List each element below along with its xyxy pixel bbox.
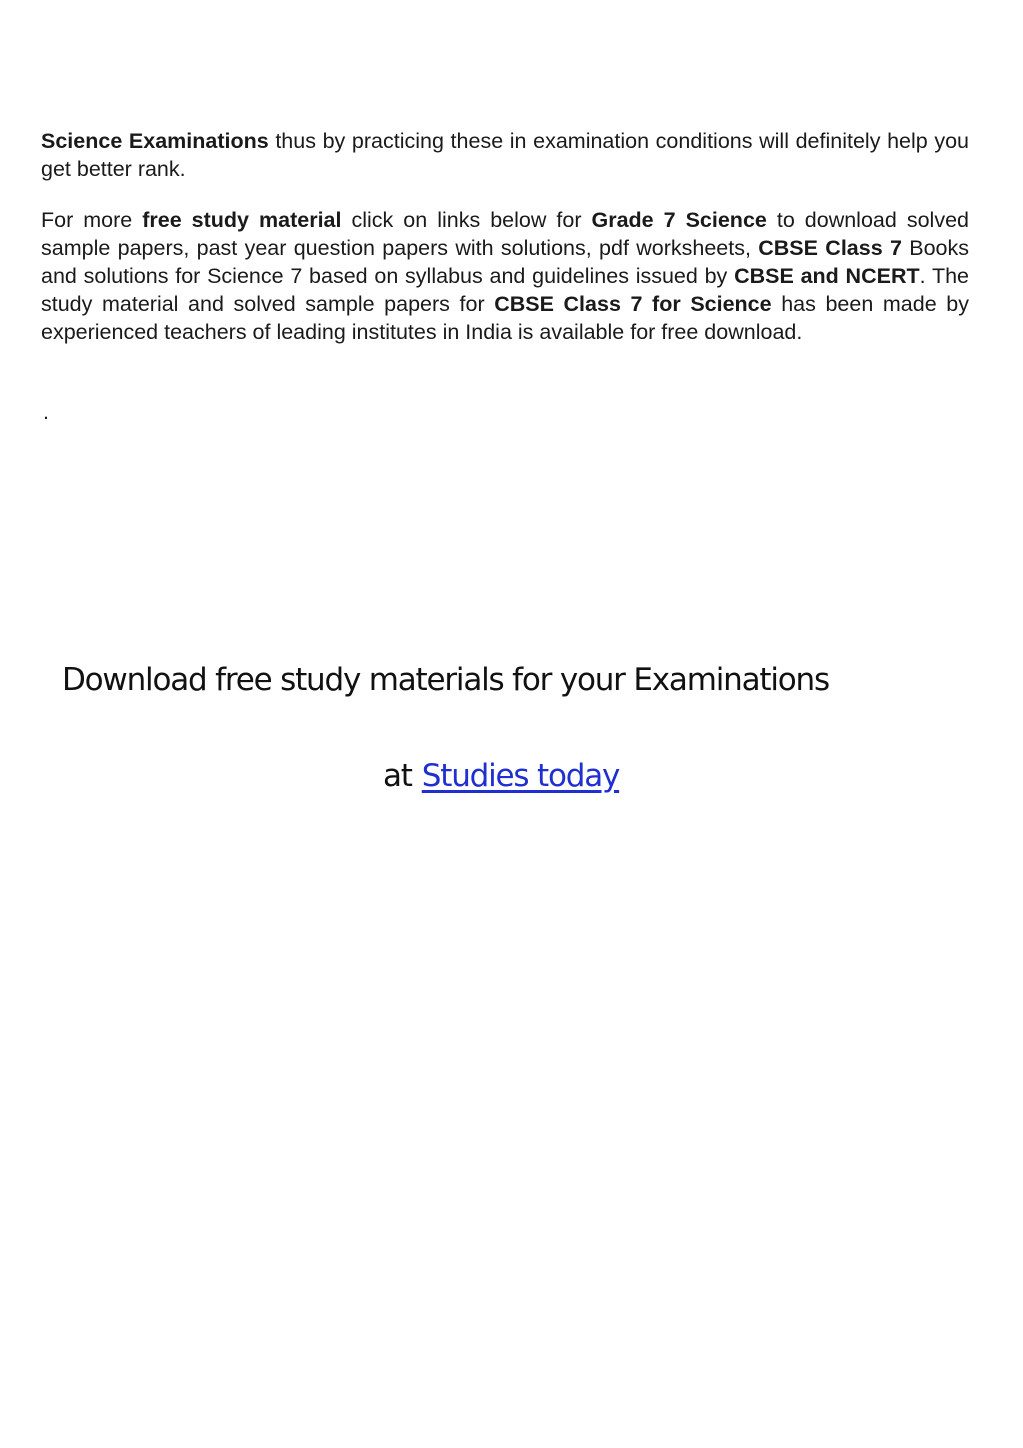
study-material-paragraph	[41, 206, 969, 346]
studies-today-line	[383, 758, 619, 794]
cbse-class-7-bold: CBSE Class 7	[758, 236, 902, 260]
at-label: at	[383, 758, 412, 794]
intro-paragraph	[41, 127, 969, 183]
paragraph-text-5: . The study material and solved sample papers for	[41, 264, 969, 316]
cbse-class-7-science-bold: CBSE Class 7 for Science	[494, 292, 772, 316]
free-study-material-bold: free study material	[142, 208, 342, 232]
download-headline: Download free study materials for your Examinations	[62, 662, 829, 698]
paragraph-text-1: For more	[41, 208, 143, 232]
intro-text: thus by practicing these in examination conditions will definitely help you get better rank.	[41, 129, 970, 181]
separator-dot: .	[43, 400, 49, 424]
paragraph-text-2: click on links below for	[341, 208, 592, 232]
studies-today-link[interactable]: Studies today	[421, 758, 620, 794]
cbse-and-ncert-bold: CBSE and NCERT	[734, 264, 920, 288]
paragraph-text-6: has been made by experienced teachers of leading institutes in India is available for free download.	[41, 292, 969, 344]
paragraph-text-3: to download solved sample papers, past year question papers with solutions, pdf worksheets,	[41, 208, 969, 260]
paragraph-text-4: Books and solutions for Science 7 based on syllabus and guidelines issued by	[41, 236, 970, 288]
grade-7-science-bold: Grade 7 Science	[591, 208, 767, 232]
science-examinations-bold: Science Examinations	[41, 129, 269, 153]
